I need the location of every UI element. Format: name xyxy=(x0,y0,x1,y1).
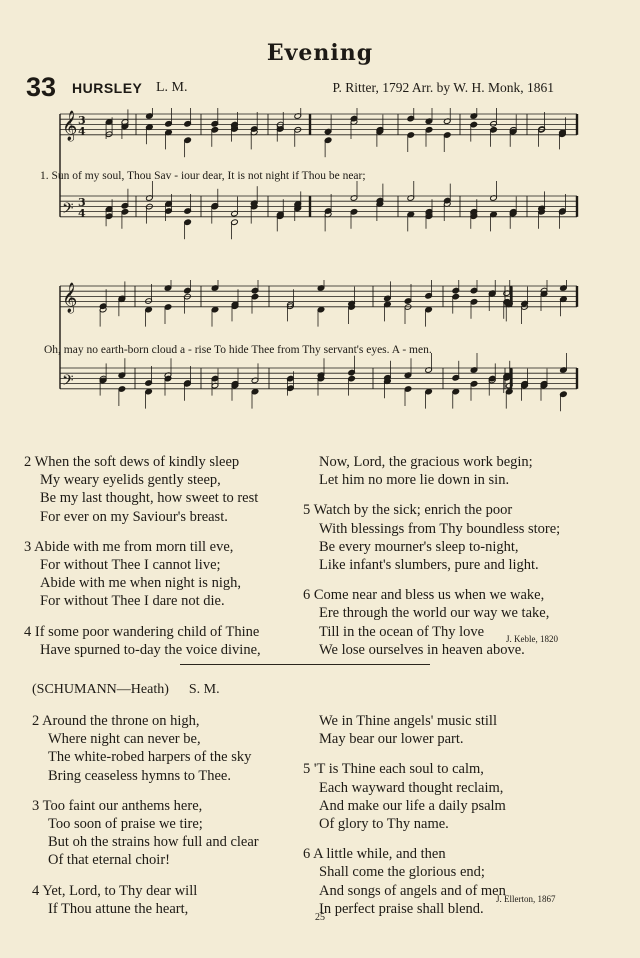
section-divider xyxy=(180,664,430,665)
tune2-name: (SCHUMANN—Heath) xyxy=(32,682,169,697)
stanza-line: Of glory to Thy name. xyxy=(319,816,449,833)
stanza-line: For without Thee I dare not die. xyxy=(40,593,225,610)
stanza-line: We lose ourselves in heaven above. xyxy=(319,641,525,658)
stanza-line: Till in the ocean of Thy love xyxy=(319,623,485,640)
bass-clef: 𝄢 xyxy=(62,372,74,393)
hymn-number: 33 xyxy=(26,72,57,102)
stanza-line: In perfect praise shall blend. xyxy=(319,900,484,917)
stanza-line: My weary eyelids gently steep, xyxy=(40,472,221,489)
stanza-line: Where night can never be, xyxy=(48,731,201,748)
stanza-line: Let him no more lie down in sin. xyxy=(319,472,510,489)
stanza-line: Bring ceaseless hymns to Thee. xyxy=(48,767,231,784)
stanza xyxy=(303,501,560,574)
time-sig: 3 xyxy=(78,196,86,209)
stanza-line: Now, Lord, the gracious work begin; xyxy=(319,454,533,470)
page-number: 25 xyxy=(315,912,325,923)
stanza-line: And songs of angels and of men xyxy=(319,882,506,899)
tune2-heading xyxy=(32,682,220,698)
stanza-line: The white-robed harpers of the sky xyxy=(48,749,252,766)
stanza xyxy=(303,586,560,659)
stanza-line: But oh the strains how full and clear xyxy=(48,834,259,851)
author-credit-2: J. Ellerton, 1867 xyxy=(496,894,556,904)
stanza-line: We in Thine angels' music still xyxy=(319,713,497,729)
stanza xyxy=(32,712,259,785)
stanza xyxy=(32,797,259,870)
time-sig: 4 xyxy=(78,125,86,138)
stanza-line: If Thou attune the heart, xyxy=(48,900,189,917)
stanza-line: Of that eternal choir! xyxy=(48,852,170,869)
stanza-line: 4 Yet, Lord, to Thy dear will xyxy=(32,882,198,899)
page-title: Evening xyxy=(266,40,374,66)
stanza-line: Have spurned to-day the voice divine, xyxy=(40,641,261,658)
stanza xyxy=(24,538,261,611)
treble-clef: 𝄞 xyxy=(62,283,78,313)
stanza-line: Be my last thought, how sweet to rest xyxy=(40,490,259,507)
stanza xyxy=(303,712,506,748)
stanza-line: Abide with me when night is nigh, xyxy=(40,575,241,592)
stanza-line: For without Thee I cannot live; xyxy=(40,557,221,574)
stanza-line: And make our life a daily psalm xyxy=(319,797,506,814)
tune-name: HURSLEY xyxy=(72,80,143,96)
bass-clef: 𝄢 xyxy=(62,200,74,221)
lyrics-underlay-2: Oh, may no earth-born cloud a - rise To hide Thee from Thy servant's eyes. A - men. xyxy=(44,344,432,356)
time-sig: 4 xyxy=(78,207,86,220)
stanza-line: May bear our lower part. xyxy=(319,731,464,748)
stanza xyxy=(303,845,506,918)
tune2-meter: S. M. xyxy=(188,682,220,697)
stanza xyxy=(303,453,560,489)
stanza xyxy=(24,623,261,659)
music-system-2 xyxy=(0,280,640,440)
lyrics-underlay-1: 1. Sun of my soul, Thou Sav - iour dear, It is not night if Thou be near; xyxy=(40,170,366,182)
stanza-line: Too soon of praise we tire; xyxy=(48,816,203,833)
stanza-line: 3 Too faint our anthems here, xyxy=(32,797,203,814)
stanza-line: 3 Abide with me from morn till eve, xyxy=(24,538,234,555)
stanzas2-left xyxy=(32,712,259,930)
stanzas-left xyxy=(24,453,261,671)
stanza-line: Ere through the world our way we take, xyxy=(319,605,550,622)
stanza-line: 6 Come near and bless us when we wake, xyxy=(303,587,545,604)
stanza xyxy=(24,453,261,526)
stanza-line: 5 'T is Thine each soul to calm, xyxy=(303,761,484,778)
author-credit-1: J. Keble, 1820 xyxy=(506,634,558,644)
music-system-1 xyxy=(0,108,640,268)
meter: L. M. xyxy=(156,80,188,95)
stanza-line: For ever on my Saviour's breast. xyxy=(40,508,228,525)
stanza-line: 2 When the soft dews of kindly sleep xyxy=(24,454,240,470)
treble-clef: 𝄞 xyxy=(62,111,78,141)
stanza-line: 2 Around the throne on high, xyxy=(32,713,200,729)
time-sig: 3 xyxy=(78,114,86,127)
stanza-line: Each wayward thought reclaim, xyxy=(319,779,504,796)
stanzas2-right xyxy=(303,712,506,930)
stanza-line: Shall come the glorious end; xyxy=(319,864,485,881)
stanza-line: 4 If some poor wandering child of Thine xyxy=(24,623,260,640)
stanza-line: With blessings from Thy boundless store; xyxy=(319,520,561,537)
stanza-line: 5 Watch by the sick; enrich the poor xyxy=(303,502,513,519)
stanza xyxy=(303,760,506,833)
stanza-line: 6 A little while, and then xyxy=(303,846,446,863)
stanza-line: Like infant's slumbers, pure and light. xyxy=(319,557,539,574)
stanza-line: Be every mourner's sleep to-night, xyxy=(319,538,519,555)
composer-credit: P. Ritter, 1792 Arr. by W. H. Monk, 1861 xyxy=(332,80,554,95)
